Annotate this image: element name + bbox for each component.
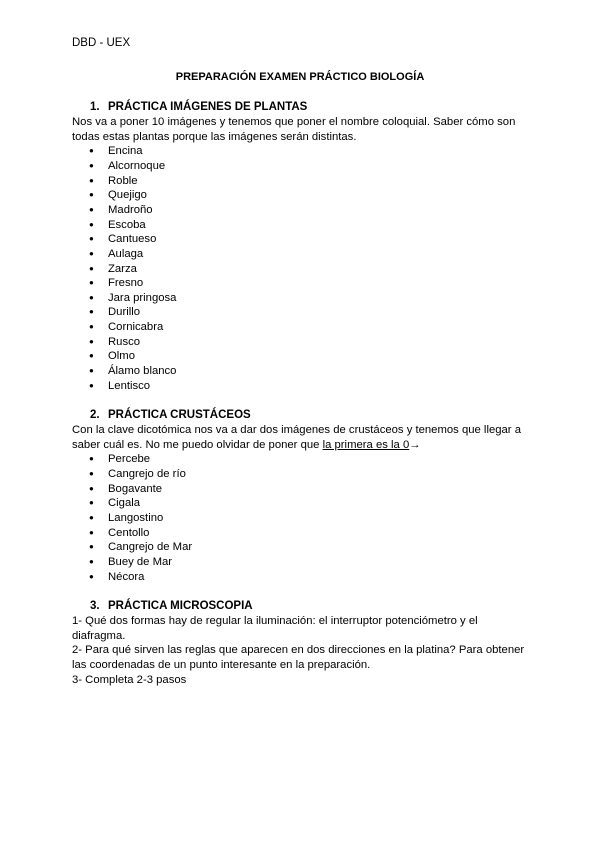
list-item: ● Cangrejo de río	[89, 467, 532, 482]
list-item: ● Langostino	[89, 511, 532, 526]
list-item: ● Roble	[89, 174, 532, 189]
list-item: ● Cornicabra	[89, 320, 532, 335]
list-item: ● Aulaga	[89, 247, 532, 262]
plant-list	[72, 144, 532, 393]
list-item: ● Buey de Mar	[89, 555, 532, 570]
list-item: ● Encina	[89, 144, 532, 159]
list-item: ● Cigala	[89, 496, 532, 511]
list-item: ● Jara pringosa	[89, 291, 532, 306]
list-item: ● Álamo blanco	[89, 364, 532, 379]
page-header: DBD - UEX	[72, 37, 131, 49]
section-crustaceos	[72, 408, 532, 584]
list-item: ● Nécora	[89, 570, 532, 585]
section-microscopia	[72, 599, 532, 688]
arrow-icon: →	[409, 438, 421, 451]
list-item: ● Rusco	[89, 335, 532, 350]
section-title	[72, 408, 532, 423]
list-item: ● Fresno	[89, 276, 532, 291]
list-item: ● Olmo	[89, 349, 532, 364]
list-item: ● Zarza	[89, 262, 532, 277]
section-number: 3.	[90, 600, 100, 612]
list-item: ● Cangrejo de Mar	[89, 540, 532, 555]
list-item: ● Durillo	[89, 305, 532, 320]
underlined-text: la primera es la 0	[322, 438, 410, 451]
question-line: 2- Para qué sirven las reglas que aparecen en dos direcciones en la platina? Para obtener las coordenadas de un punto interesante en la preparación.	[72, 644, 525, 672]
list-item: ● Centollo	[89, 526, 532, 541]
list-item: ● Escoba	[89, 218, 532, 233]
question-line: 1- Qué dos formas hay de regular la iluminación: el interruptor potenciómetro y el diafragma.	[72, 615, 478, 642]
section-plantas	[72, 100, 532, 393]
section-number: 2.	[90, 409, 100, 421]
intro-text: Con la clave dicotómica nos va a dar dos imágenes de crustáceos y tenemos que llegar a saber cuál es. No me puedo olvidar de poner que	[72, 424, 521, 451]
list-item: ● Bogavante	[89, 482, 532, 497]
question-line: 3- Completa 2-3 pasos	[72, 673, 187, 686]
section-title	[72, 100, 532, 115]
list-item: ● Lentisco	[89, 379, 532, 394]
list-item: ● Cantueso	[89, 232, 532, 247]
section-heading: PRÁCTICA MICROSCOPIA	[108, 600, 253, 612]
crustacean-list	[72, 452, 532, 584]
list-item: ● Percebe	[89, 452, 532, 467]
section-heading: PRÁCTICA IMÁGENES DE PLANTAS	[108, 101, 308, 113]
section-heading: PRÁCTICA CRUSTÁCEOS	[108, 409, 251, 421]
section-number: 1.	[90, 101, 100, 113]
section-intro: Nos va a poner 10 imágenes y tenemos que poner el nombre coloquial. Saber cómo son todas estas plantas porque las imágenes serán distintas.	[72, 116, 516, 143]
list-item: ● Quejigo	[89, 188, 532, 203]
section-intro	[72, 423, 532, 452]
document-title: PREPARACIÓN EXAMEN PRÁCTICO BIOLOGÍA	[175, 71, 425, 83]
section-title	[72, 599, 532, 614]
list-item: ● Madroño	[89, 203, 532, 218]
list-item: ● Alcornoque	[89, 159, 532, 174]
